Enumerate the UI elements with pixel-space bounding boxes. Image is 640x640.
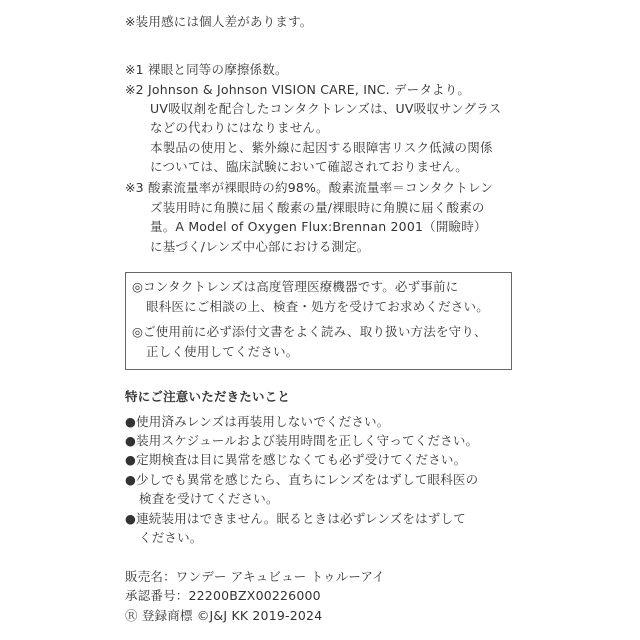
product-name: 販売名：ワンデー アキュビュー トゥルーアイ bbox=[125, 569, 385, 584]
notice-line-1: ◎コンタクトレンズは高度管理医療機器です。必ず事前に bbox=[132, 279, 459, 294]
footnote-2-line-1: ※2 Johnson & Johnson VISION CARE, INC. データより。 bbox=[125, 82, 471, 97]
notice-line-2: 眼科医にご相談の上、検査・処方を受けてお求めください。 bbox=[146, 299, 489, 314]
footnote-2-line-3: などの代わりにはなりません。 bbox=[150, 120, 329, 135]
caution-bullet-4-line-1: ●少しでも異常を感じたら、直ちにレンズをはずして眼科医の bbox=[125, 472, 479, 487]
caution-bullet-5-line-2: ください。 bbox=[139, 530, 203, 545]
caution-bullet-1: ●使用済みレンズは再装用しないでください。 bbox=[125, 414, 390, 429]
trademark-copyright: Ⓡ 登録商標 ©J&J KK 2019-2024 bbox=[125, 608, 323, 623]
approval-number: 承認番号：22200BZX00226000 bbox=[125, 588, 321, 603]
footnote-3-line-1: ※3 酸素流量率が裸眼時の約98%。酸素流量率＝コンタクトレン bbox=[125, 180, 494, 195]
caution-bullet-5-line-1: ●連続装用はできません。眠るときは必ずレンズをはずして bbox=[125, 511, 466, 526]
footnote-3-line-4: に基づく/レンズ中心部における測定。 bbox=[150, 239, 370, 254]
caution-bullet-4-line-2: 検査を受けてください。 bbox=[139, 491, 279, 506]
footnote-3-line-2: ズ装用時に角膜に届く酸素の量/裸眼時に角膜に届く酸素の bbox=[150, 200, 485, 215]
footnote-2-line-4: 本製品の使用と、紫外線に起因する眼障害リスク低減の関係 bbox=[150, 140, 493, 155]
caution-heading: 特にご注意いただきたいこと bbox=[125, 389, 291, 404]
medical-device-notice-box bbox=[125, 272, 512, 370]
intro-note: ※装用感には個人差があります。 bbox=[125, 14, 313, 29]
footnote-2-line-2: UV吸収剤を配合したコンタクトレンズは、UV吸収サングラス bbox=[150, 101, 502, 116]
notice-line-3: ◎ご使用前に必ず添付文書をよく読み、取り扱い方法を守り、 bbox=[132, 324, 487, 339]
footnote-3-line-3: 量。A Model of Oxygen Flux:Brennan 2001（開瞼時） bbox=[150, 219, 487, 234]
caution-bullet-3: ●定期検査は目に異常を感じなくても必ず受けてください。 bbox=[125, 452, 467, 467]
caution-bullet-2: ●装用スケジュールおよび装用時間を正しく守ってください。 bbox=[125, 433, 479, 448]
footnote-1: ※1 裸眼と同等の摩擦係数。 bbox=[125, 62, 288, 77]
notice-line-4: 正しく使用してください。 bbox=[146, 344, 299, 359]
footnote-2-line-5: については、臨床試験において確認されておりません。 bbox=[150, 159, 469, 174]
